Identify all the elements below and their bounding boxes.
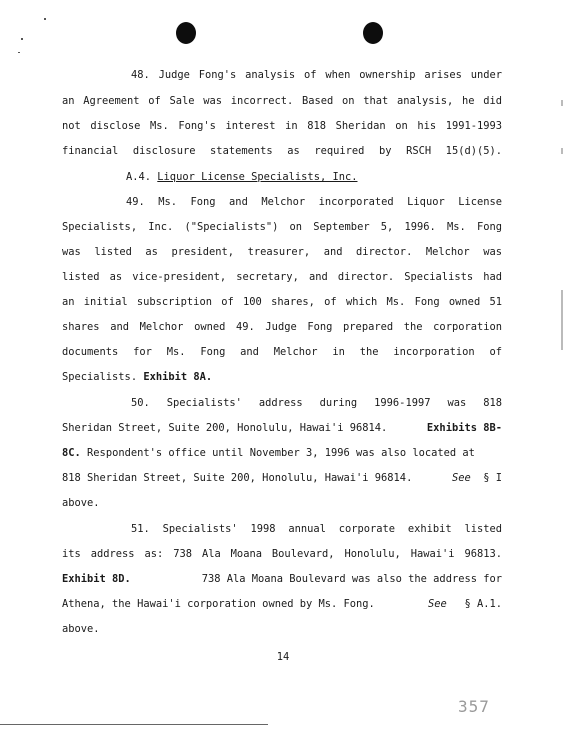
scan-speck — [44, 18, 46, 20]
scan-edge-mark — [561, 148, 563, 154]
para50-line3 — [62, 446, 502, 460]
para50-text: Respondent's office until November 3, 1996 was also located at — [87, 447, 475, 459]
para49-line1: 49. Ms. Fong and Melchor incorporated Liquor License — [126, 196, 502, 208]
para51-text: 738 Ala Moana Boulevard was also the address for — [201, 573, 502, 585]
para50-line1: 50. Specialists' address during 1996-1997 was 818 — [131, 397, 502, 409]
see-ref: See — [452, 472, 471, 484]
para51-line5: above. — [62, 623, 100, 635]
para49-line5: an initial subscription of 100 shares, of which Ms. Fong owned 51 — [62, 296, 502, 308]
punch-hole-left — [176, 22, 196, 44]
bates-stamp: 357 — [458, 697, 490, 716]
exhibit-ref: Exhibits 8B- — [426, 422, 502, 434]
section-ref: § I — [483, 472, 502, 484]
bottom-rule — [0, 724, 268, 725]
para51-line1: 51. Specialists' 1998 annual corporate exhibit listed — [131, 523, 502, 535]
para50-text: 818 Sheridan Street, Suite 200, Honolulu, Hawai'i 96814. — [62, 472, 413, 484]
scan-edge-mark — [561, 290, 563, 350]
exhibit-ref: Exhibit 8A. — [143, 371, 213, 383]
section-heading-number: A.4. — [126, 171, 152, 183]
para49-line2: Specialists, Inc. ("Specialists") on September 5, 1996. Ms. Fong — [62, 221, 502, 233]
para48-line1: 48. Judge Fong's analysis of when ownership arises under — [131, 69, 502, 81]
para49-line8 — [62, 370, 502, 384]
section-ref: § A.1. — [464, 598, 502, 610]
see-ref: See — [428, 598, 447, 610]
para51-text: Athena, the Hawai'i corporation owned by Ms. Fong. — [62, 598, 375, 610]
para48-line4: financial disclosure statements as required by RSCH 15(d)(5). — [62, 145, 502, 157]
para50-line2 — [62, 421, 502, 435]
para51-line3 — [62, 572, 502, 586]
exhibit-ref: Exhibit 8D. — [62, 573, 131, 585]
para49-line7: documents for Ms. Fong and Melchor in the incorporation of — [62, 346, 502, 358]
scan-speck — [18, 52, 20, 53]
scan-edge-mark — [561, 100, 563, 106]
section-heading-title: Liquor License Specialists, Inc. — [157, 171, 358, 183]
punch-hole-right — [363, 22, 383, 44]
para50-text: Sheridan Street, Suite 200, Honolulu, Hawai'i 96814. — [62, 422, 388, 434]
scan-speck — [21, 38, 23, 40]
section-heading — [126, 170, 426, 184]
exhibit-ref: 8C. — [62, 447, 81, 459]
para49-line3: was listed as president, treasurer, and director. Melchor was — [62, 246, 502, 258]
para50-line4 — [62, 471, 502, 485]
para51-line2: its address as: 738 Ala Moana Boulevard, Honolulu, Hawai'i 96813. — [62, 548, 502, 560]
para48-line3: not disclose Ms. Fong's interest in 818 Sheridan on his 1991-1993 — [62, 120, 502, 132]
para49-text: Specialists. — [62, 371, 138, 383]
para49-line4: listed as vice-president, secretary, and director. Specialists had — [62, 271, 502, 283]
para48-line2: an Agreement of Sale was incorrect. Based on that analysis, he did — [62, 95, 502, 107]
page-number: 14 — [276, 651, 290, 663]
para50-line5: above. — [62, 497, 100, 509]
para49-line6: shares and Melchor owned 49. Judge Fong prepared the corporation — [62, 321, 502, 333]
para51-line4 — [62, 597, 502, 611]
